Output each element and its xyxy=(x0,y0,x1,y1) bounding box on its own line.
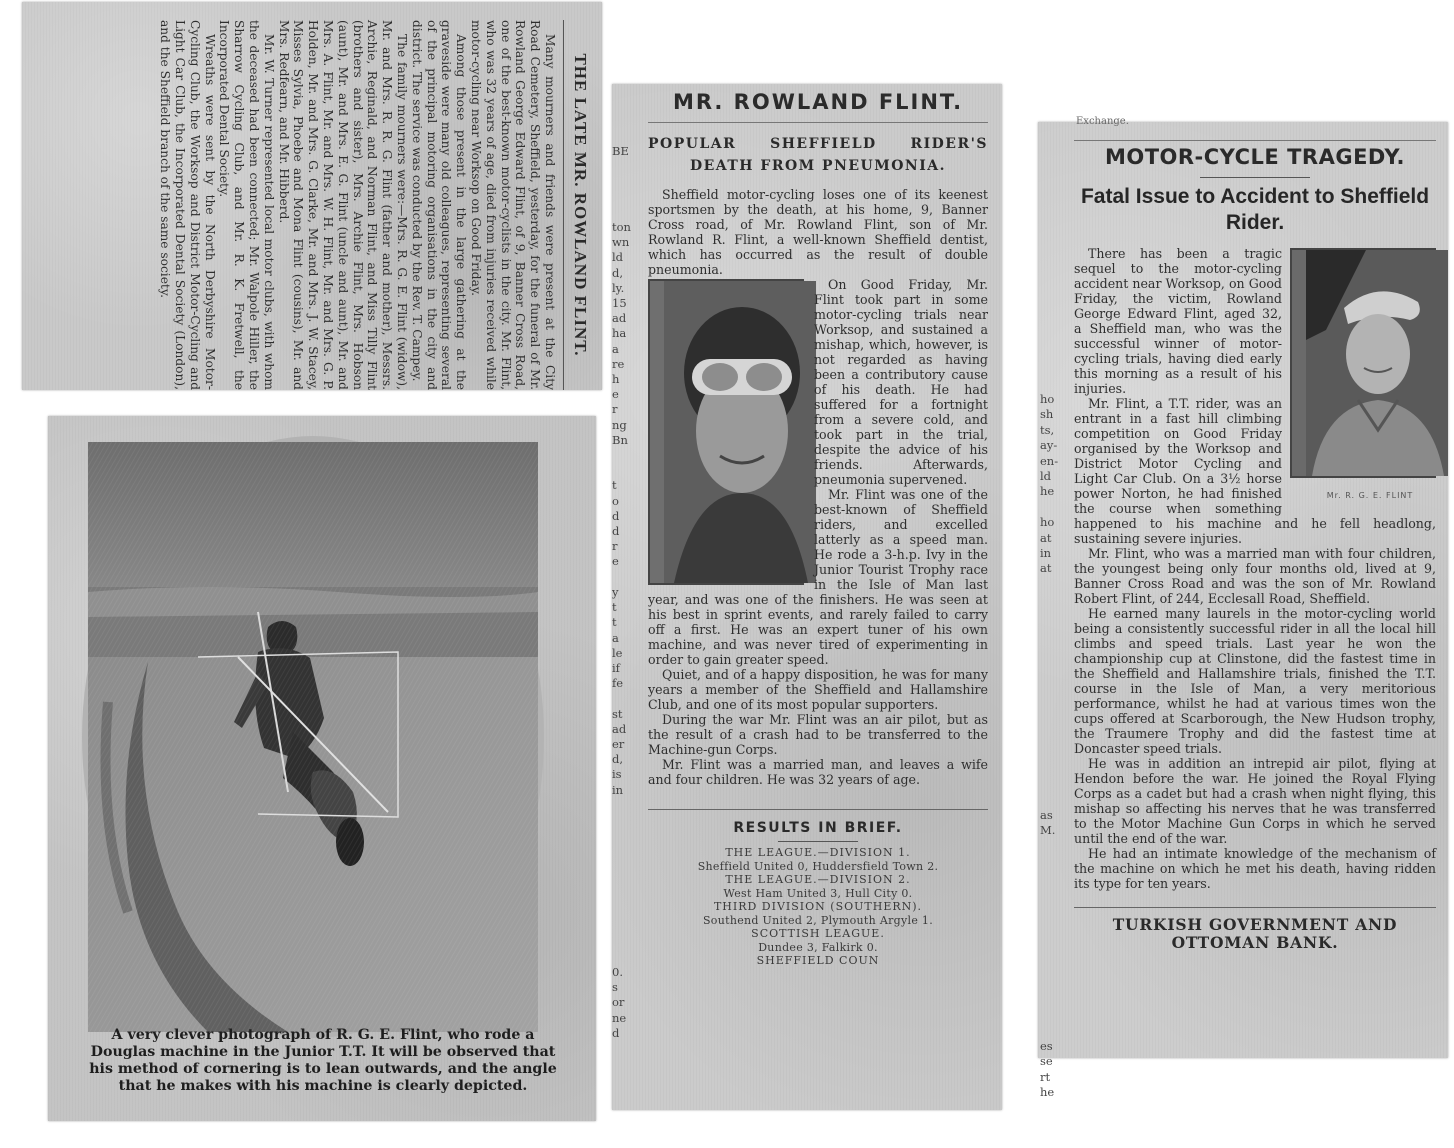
results-score-line: Dundee 3, Falkirk 0. xyxy=(758,940,878,954)
obituary-headline: MR. ROWLAND FLINT. xyxy=(648,90,988,123)
adjacent-column-fragment: ho sh ts, ay- en- ld he ho at in at as M. es se rt he xyxy=(1040,392,1059,1100)
tragedy-paragraph: Mr. Flint, a T.T. rider, was an entrant in a fast hill climbing competition on Good Friday organised by the Worksop and District Motor Cycling and Light Car Club. On a 3½ horse power Norton, he had finished the course when something happened to his machine and he fell headlong, sustaining severe injuries. xyxy=(1074,396,1436,546)
tragedy-column xyxy=(1074,140,1436,952)
funeral-paragraph: The family mourners were:—Mrs. R. G. E. Flint (widow), Mr. and Mrs. R. R. G. Flint (father and mother), Messrs. Archie, Reginald, and Norman Flint, and Miss Tilly Flint (brothers and sister), Mrs. Archie Flint, Mrs. Hobson (aunt), Mr. and Mrs. E. G. Flint (uncle and aunt), Mr. and Mrs. A. Flint, Mr. and Mrs. W. H. Flint, Mr. and Mrs. G. P. Holden, Mr. and Mrs. G. Clarke, Mr. and Mrs. J. W. Stacey, Misses Sylvia, Phoebe and Mona Flint (cousins), Mr. and Mrs. Redfearn, and Mr. Hibberd. xyxy=(276,20,410,390)
rider-portrait-cap xyxy=(1290,248,1436,478)
obituary-paragraph: On Good Friday, Mr. Flint took part in some motor-cycling trials near Worksop, and sustained a mishap, which, however, is not regarded as having been a contributory cause of his death. He had suffered for a fortnight from a severe cold, and took part in the trial, despite the advice of his friends. Afterwards, pneumonia supervened. xyxy=(648,277,988,487)
obituary-paragraph: Sheffield motor-cycling loses one of its keenest sportsmen by the death, at his home, 9, Banner Cross road, of Mr. Rowland Flint, son of Mr. Rowland R. Flint, a well-known Sheffield dentist, which has occurred as the result of double pneumonia. xyxy=(648,187,988,277)
next-article-headline: TURKISH GOVERNMENT AND OTTOMAN BANK. xyxy=(1074,907,1436,952)
results-league-heading: THE LEAGUE.—DIVISION 1. xyxy=(725,846,911,859)
tragedy-paragraph: He was in addition an intrepid air pilot, flying at Hendon before the war. He joined the Royal Flying Corps as a cadet but had a crash when night flying, this mishap so affecting his nerves that he was transferred to the Motor Machine Gun Corps in which he served until the end of the war. xyxy=(1074,756,1436,846)
results-score-line: West Ham United 3, Hull City 0. xyxy=(723,886,913,900)
funeral-paragraph: Mr. W. Turner represented local motor clubs, with whom the deceased had been connected; Mr. Walpole Hiller, the Sharrow Cycling Club, and Mr. R. K. Fretwell, the Incorporated Dental Society. xyxy=(217,20,276,390)
results-league-heading: SCOTTISH LEAGUE. xyxy=(751,927,885,940)
portrait-block xyxy=(1290,248,1436,503)
obituary-body xyxy=(648,187,988,787)
obituary-paragraph: During the war Mr. Flint was an air pilot, but as the result of a crash had to be transferred to the Machine-gun Corps. xyxy=(648,712,988,757)
results-list xyxy=(648,846,988,968)
clipping-obituary-pneumonia xyxy=(612,84,1002,1110)
funeral-notice-body xyxy=(157,20,557,390)
tragedy-body xyxy=(1074,246,1436,891)
clipping-photograph xyxy=(48,416,596,1121)
top-edge-fragment: Exchange. xyxy=(1076,116,1129,127)
clipping-funeral-notice xyxy=(22,2,602,390)
funeral-paragraph: Many mourners and friends were present at the City Road Cemetery, Sheffield, yesterday, for the funeral of Mr. Rowland George Edward Flint, of 9, Banner Cross Road, one of the best-known motor-cyclists in the city. Mr. Flint, who was 32 years of age, died from injuries received while motor-cycling near Worksop on Good Friday. xyxy=(469,20,557,390)
tragedy-paragraph: Mr. R. G. E. FLINT There has been a tragic sequel to the motor-cycling accident near Worksop, on Good Friday, the victim, Rowland George Edward Flint, aged 32, a Sheffield man, who was the successful winner of motor-cycling trials, having died early this morning as a result of his injuries. xyxy=(1074,246,1436,396)
funeral-paragraph: Among those present in the large gathering at the graveside were many old colleagues, representing several of the principal motoring organisations in the city and district. The service was conducted by the Rev. T. Campey. xyxy=(409,20,469,390)
oval-photo-frame xyxy=(82,436,544,1038)
obituary-column xyxy=(648,90,988,968)
portrait-caption: Mr. R. G. E. FLINT xyxy=(1326,491,1414,500)
obituary-paragraph: Mr. Flint was a married man, and leaves a wife and four children. He was 32 years of age. xyxy=(648,757,988,787)
rider-cornering-photo xyxy=(88,442,538,1032)
results-score-line: Sheffield United 0, Huddersfield Town 2. xyxy=(697,859,939,873)
obituary-paragraph: Quiet, and of a happy disposition, he was for many years a member of the Sheffield and Hallamshire Club, and one of its most popular supporters. xyxy=(648,667,988,712)
results-league-heading: THE LEAGUE.—DIVISION 2. xyxy=(725,873,911,886)
tragedy-paragraph: Mr. Flint, who was a married man with four children, the youngest being only four months old, lived at 9, Banner Cross Road and was the son of Mr. Rowland Robert Flint, of 244, Ecclesall Road, Sheffield. xyxy=(1074,546,1436,606)
tragedy-divider xyxy=(1200,177,1310,178)
results-score-line: Southend United 2, Plymouth Argyle 1. xyxy=(702,913,934,927)
tragedy-paragraph: He had an intimate knowledge of the mechanism of the machine on which he met his death, having ridden its type for ten years. xyxy=(1074,846,1436,891)
results-league-heading: THIRD DIVISION (SOUTHERN). xyxy=(713,900,923,913)
photo-caption: A very clever photograph of R. G. E. Flint, who rode a Douglas machine in the Junior T.T. It will be observed that his method of cornering is to lean outwards, and the angle that he makes with his machine is clearly depicted. xyxy=(89,1027,557,1094)
tragedy-headline: MOTOR-CYCLE TRAGEDY. xyxy=(1074,140,1436,175)
subheadline-line-1: POPULAR SHEFFIELD RIDER'S xyxy=(648,136,988,152)
obituary-paragraph: Mr. Flint was one of the best-known of Sheffield riders, and excelled latterly as a speed man. He rode a 3-h.p. Ivy in the Junior Tourist Trophy race in the Isle of Man last year, and was one of the finishers. He was seen at his best in sprint events, and rarely failed to carry off a first. He was an expert tuner of his own machine, and was never tired of experimenting in order to gain greater speed. xyxy=(648,487,988,667)
clipping-motorcycle-tragedy xyxy=(1038,116,1448,1100)
obituary-subheadline xyxy=(648,133,988,177)
funeral-paragraph: Wreaths were sent by the North Derbyshire Motor-Cycling Club, the Worksop and District Motor-Cycling and Light Car Club, the Incorporated Dental Society (London), and the Sheffield branch of the same society. xyxy=(158,20,217,390)
subheadline-line-2: DEATH FROM PNEUMONIA. xyxy=(689,158,947,174)
results-headline: RESULTS IN BRIEF. xyxy=(648,809,988,836)
adjacent-column-fragment: BE ton wn ld d, ly. 15 ad ha a re h e r ng Bn t o d d r e y t t a le if fe st ad er d, is in 0. s or ne d xyxy=(612,144,631,1040)
funeral-notice-column xyxy=(32,14,592,396)
results-league-heading: SHEFFIELD COUN xyxy=(756,954,880,967)
tragedy-subheadline: Fatal Issue to Accident to Sheffield Rider. xyxy=(1080,185,1430,234)
results-divider xyxy=(778,841,858,842)
funeral-notice-headline: THE LATE MR. ROWLAND FLINT. xyxy=(563,20,590,390)
tragedy-paragraph: He earned many laurels in the motor-cycling world being a consistently successful rider in all the local hill climbs and speed trials. Last year he won the championship cup at Clinstone, did the fastest time in the Sheffield and Hallamshire trials, finished the T.T. course in the Isle of Man, a very meritorious performance, whilst he had at various times won the cups offered at Scarborough, the New Hudson trophy, the Traumere Trophy and did the fastest time at Doncaster speed trials. xyxy=(1074,606,1436,756)
rider-portrait-goggles xyxy=(648,279,804,585)
